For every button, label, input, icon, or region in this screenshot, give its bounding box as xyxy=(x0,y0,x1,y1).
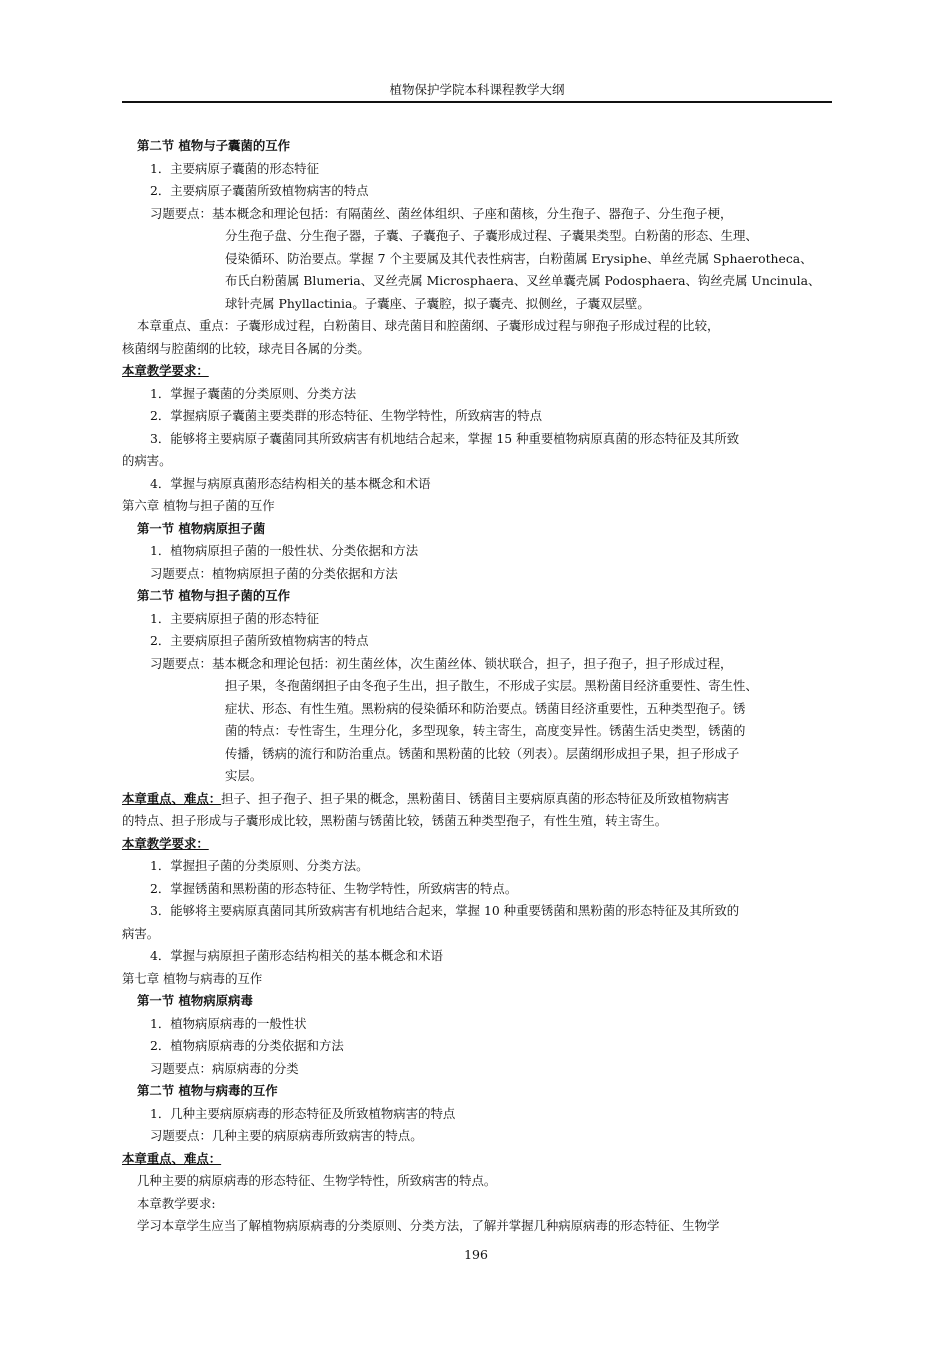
text-line: 习题要点：几种主要的病原病毒所致病害的特点。 xyxy=(150,1128,423,1143)
text-line: 本章教学要求: xyxy=(137,1195,216,1211)
text-line: 菌的特点：专性寄生，生理分化，多型现象，转主寄生，高度变异性。锈菌生活史类型，锈菌的 xyxy=(225,723,746,738)
text-line: 第二节 植物与病毒的互作 xyxy=(137,1083,278,1098)
text-line: 习题要点：病原病毒的分类 xyxy=(150,1060,299,1076)
header-rule xyxy=(122,101,832,103)
text-line: 习题要点：基本概念和理论包括：有隔菌丝、菌丝体组织、子座和菌核，分生孢子、器孢子、分生孢子梗， xyxy=(150,205,733,221)
text-line: 第一节 植物病原担子菌 xyxy=(137,520,266,536)
text-line: 1．植物病原病毒的一般性状 xyxy=(150,1015,307,1031)
section-label: 本章重点、难点： xyxy=(122,790,222,806)
text-line: 本章教学要求： xyxy=(122,363,209,378)
text-line: 几种主要的病原病毒的形态特征、生物学特性，所致病害的特点。 xyxy=(137,1173,497,1188)
text-line: 1．主要病原担子菌的形态特征 xyxy=(150,610,319,626)
text-line: 传播，锈病的流行和防治重点。锈菌和黑粉菌的比较（列表）。层菌纲形成担子果，担子形成子 xyxy=(225,745,740,761)
text-line: 2．掌握病原子囊菌主要类群的形态特征、生物学特性，所致病害的特点 xyxy=(150,408,542,423)
text-line: 4．掌握与病原担子菌形态结构相关的基本概念和术语 xyxy=(150,948,443,963)
text-line: 第二节 植物与担子菌的互作 xyxy=(137,588,291,603)
text-line: 病害。 xyxy=(122,925,160,941)
text-line: 核菌纲与腔菌纲的比较，球壳目各属的分类。 xyxy=(122,340,370,356)
page-header: 植物保护学院本科课程教学大纲 xyxy=(389,82,565,97)
text-line: 第一节 植物病原病毒 xyxy=(137,993,253,1008)
text-line: 的病害。 xyxy=(122,453,172,468)
text-line: 担子果，冬孢菌纲担子由冬孢子生出，担子散生，不形成子实层。黑粉菌目经济重要性、寄生性、 xyxy=(225,678,758,693)
text-line: 3．能够将主要病原真菌同其所致病害有机地结合起来，掌握 10 种重要锈菌和黑粉菌的形态特征及其所致的 xyxy=(150,903,740,918)
text-line xyxy=(122,788,834,811)
text-line: 1．掌握担子菌的分类原则、分类方法。 xyxy=(150,858,369,873)
text-line: 侵染循环、防治要点。掌握 7 个主要属及其代表性病害，白粉菌属 Erysiphe、单丝壳属 Sphaerotheca、 xyxy=(225,250,813,266)
text-line: 第二节 植物与子囊菌的互作 xyxy=(137,138,291,153)
text-line: 习题要点：基本概念和理论包括：初生菌丝体，次生菌丝体、锁状联合，担子，担子孢子，担子形成过程， xyxy=(150,655,733,671)
text-line: 学习本章学生应当了解植物病原病毒的分类原则、分类方法，了解并掌握几种病原病毒的形态特征、生物学 xyxy=(137,1218,720,1233)
text-line: 球针壳属 Phyllactinia。子囊座、子囊腔，拟子囊壳、拟侧丝，子囊双层壁。 xyxy=(225,295,650,311)
text-line: 本章重点、重点：子囊形成过程，白粉菌目、球壳菌目和腔菌纲、子囊形成过程与卵孢子形成过程的比较， xyxy=(137,318,720,333)
text-line: 第七章 植物与病毒的互作 xyxy=(122,970,263,986)
text-line: 1．掌握子囊菌的分类原则、分类方法 xyxy=(150,385,357,401)
text-line: 分生孢子盘、分生孢子器，子囊、子囊孢子、子囊形成过程、子囊果类型。白粉菌的形态、生理、 xyxy=(225,228,758,243)
text-line: 4．掌握与病原真菌形态结构相关的基本概念和术语 xyxy=(150,475,431,491)
text-line: 的特点、担子形成与子囊形成比较，黑粉菌与锈菌比较，锈菌五种类型孢子，有性生殖，转主寄生。 xyxy=(122,813,668,828)
text-line: 3．能够将主要病原子囊菌同其所致病害有机地结合起来，掌握 15 种重要植物病原真菌的形态特征及其所致 xyxy=(150,430,740,446)
text-line: 2．主要病原担子菌所致植物病害的特点 xyxy=(150,633,369,648)
text-line: 第六章 植物与担子菌的互作 xyxy=(122,498,275,513)
line-text: 担子、担子孢子、担子果的概念，黑粉菌目、锈菌目主要病原真菌的形态特征及所致植物病害 xyxy=(221,790,730,806)
text-line: 本章教学要求： xyxy=(122,835,209,851)
text-line: 布氏白粉菌属 Blumeria、叉丝壳属 Microsphaera、叉丝单囊壳属 Podosphaera、钩丝壳属 Uncinula、 xyxy=(225,273,821,288)
text-line: 本章重点、难点： xyxy=(122,1150,222,1166)
text-line: 1．植物病原担子菌的一般性状、分类依据和方法 xyxy=(150,543,419,558)
text-line: 1．几种主要病原病毒的形态特征及所致植物病害的特点 xyxy=(150,1105,456,1121)
text-line: 2．掌握锈菌和黑粉菌的形态特征、生物学特性，所致病害的特点。 xyxy=(150,880,518,896)
text-line: 1．主要病原子囊菌的形态特征 xyxy=(150,160,319,176)
page-number: 196 xyxy=(464,1247,488,1262)
document-body xyxy=(122,135,834,1238)
text-line: 实层。 xyxy=(225,768,263,783)
text-line: 2．主要病原子囊菌所致植物病害的特点 xyxy=(150,183,369,198)
text-line: 症状、形态、有性生殖。黑粉病的侵染循环和防治要点。锈菌目经济重要性，五种类型孢子。锈 xyxy=(225,700,746,716)
text-line: 2．植物病原病毒的分类依据和方法 xyxy=(150,1038,344,1053)
text-line: 习题要点：植物病原担子菌的分类依据和方法 xyxy=(150,565,398,581)
